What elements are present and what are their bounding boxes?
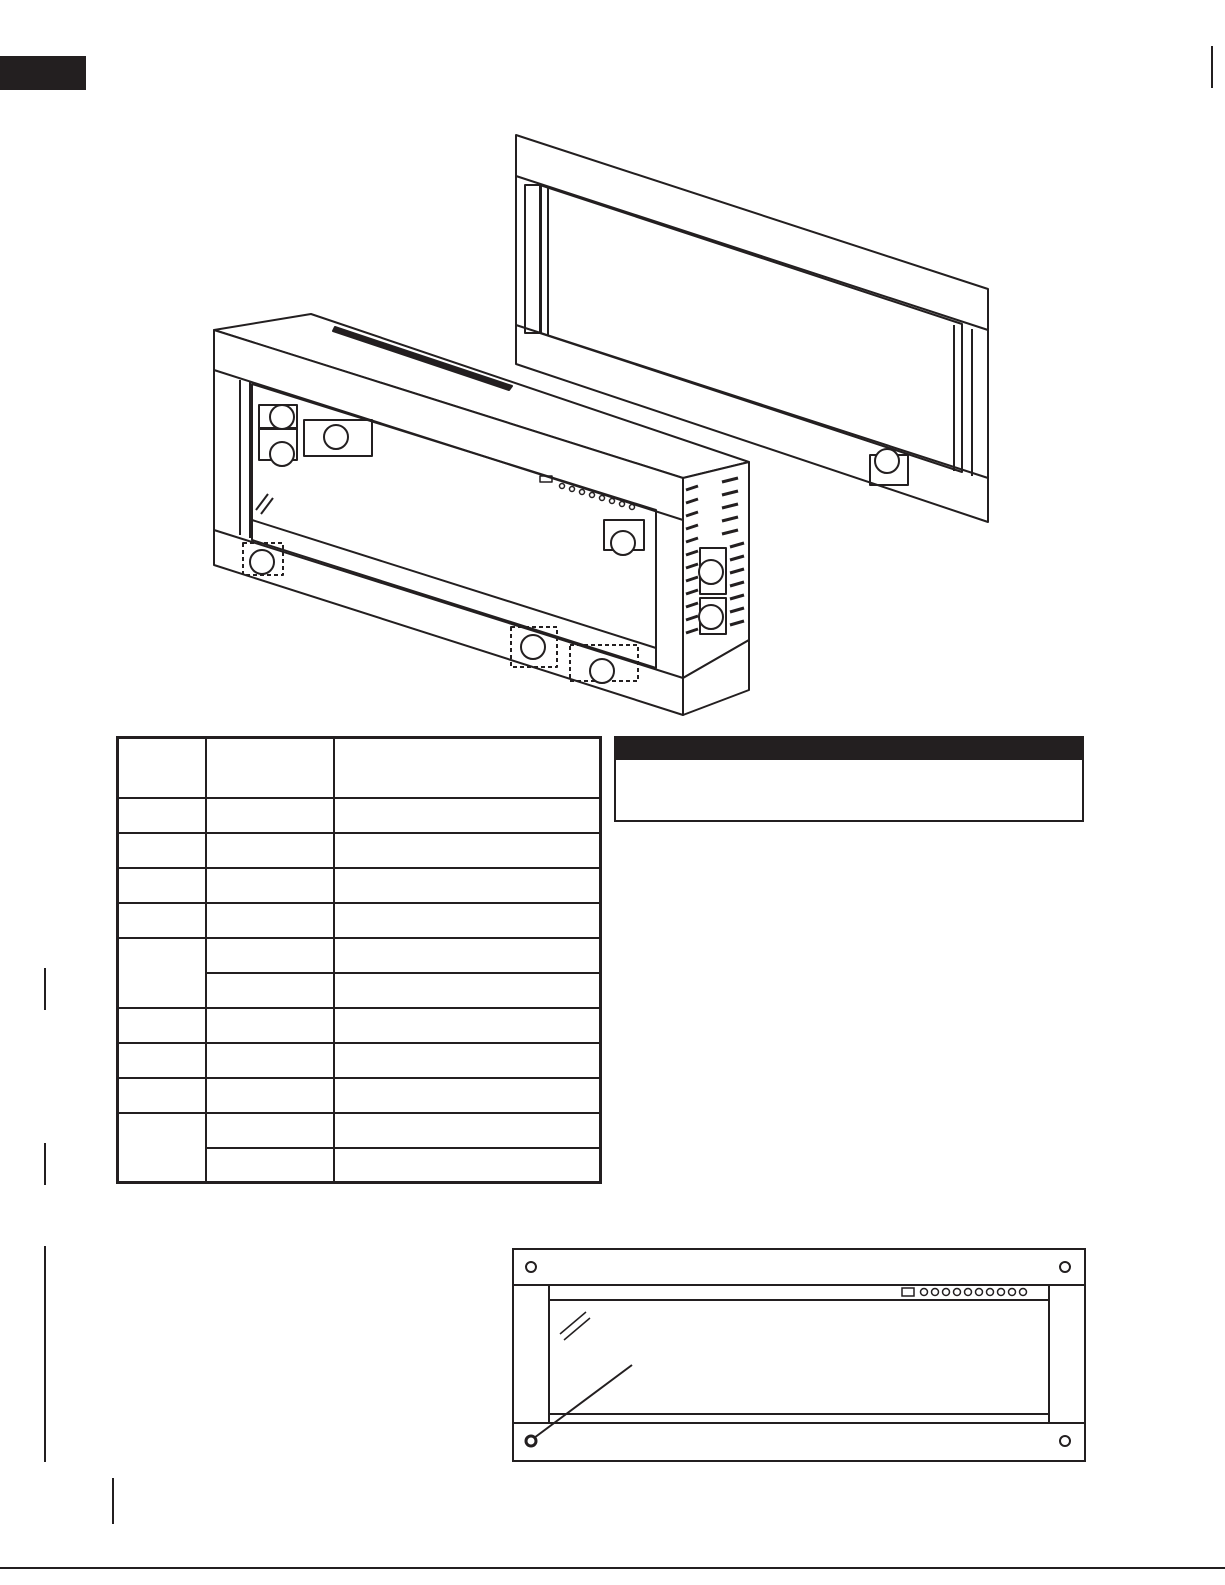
cell-ref <box>118 903 206 938</box>
cell-part-number <box>206 1113 334 1148</box>
cell-description <box>334 1008 601 1043</box>
cell-description <box>334 938 601 973</box>
table-row <box>118 1043 601 1078</box>
cell-part-number <box>206 868 334 903</box>
cell-ref <box>118 868 206 903</box>
note-box <box>614 736 1084 822</box>
cell-description <box>334 1113 601 1148</box>
cell-description <box>334 833 601 868</box>
cell-description <box>334 868 601 903</box>
callout-circle <box>324 425 348 449</box>
footer-divider <box>112 1478 114 1524</box>
table-row <box>118 833 601 868</box>
callout-circle <box>875 449 899 473</box>
cell-part-number <box>206 938 334 973</box>
column-header-description <box>334 738 601 798</box>
table-row <box>118 1113 601 1148</box>
revision-bar <box>44 1143 46 1185</box>
screw-hole <box>526 1262 536 1272</box>
callout-circle <box>590 659 614 683</box>
page-bottom-rule <box>0 1567 1225 1569</box>
cell-description <box>334 798 601 833</box>
cell-ref <box>118 833 206 868</box>
cell-ref <box>118 798 206 833</box>
table-row <box>118 903 601 938</box>
note-box-title <box>616 738 1082 760</box>
cell-description <box>334 1148 601 1183</box>
table-header-row <box>118 738 601 798</box>
cell-ref <box>118 1008 206 1043</box>
callout-circle <box>699 560 723 584</box>
column-header-ref <box>118 738 206 798</box>
cell-part-number <box>206 903 334 938</box>
note-box-text <box>616 760 1082 776</box>
revision-bar <box>44 968 46 1010</box>
front-view-illustration <box>512 1248 1086 1464</box>
cell-part-number <box>206 1078 334 1113</box>
callout-circle <box>611 531 635 555</box>
cell-ref <box>118 1078 206 1113</box>
revision-bar <box>44 1246 46 1462</box>
parts-table <box>116 736 602 1184</box>
cell-part-number <box>206 1043 334 1078</box>
callout-circle <box>699 605 723 629</box>
cell-ref <box>118 1043 206 1078</box>
cell-part-number <box>206 833 334 868</box>
table-row <box>118 798 601 833</box>
column-header-part-number <box>206 738 334 798</box>
cell-ref <box>118 1113 206 1183</box>
exploded-view-illustration <box>0 0 1225 720</box>
cell-part-number <box>206 973 334 1008</box>
screw-hole <box>1060 1436 1070 1446</box>
callout-circle <box>270 405 294 429</box>
callout-circle <box>270 442 294 466</box>
cell-description <box>334 1043 601 1078</box>
table-row <box>118 1078 601 1113</box>
screw-hole <box>1060 1262 1070 1272</box>
table-row <box>118 938 601 973</box>
cell-part-number <box>206 1148 334 1183</box>
table-row <box>118 1008 601 1043</box>
control-panel <box>902 1288 1027 1296</box>
table-row <box>118 868 601 903</box>
callout-circle <box>250 550 274 574</box>
cell-ref <box>118 938 206 1008</box>
cell-description <box>334 973 601 1008</box>
cell-part-number <box>206 1008 334 1043</box>
cell-description <box>334 1078 601 1113</box>
cell-part-number <box>206 798 334 833</box>
cell-description <box>334 903 601 938</box>
callout-circle <box>521 635 545 659</box>
